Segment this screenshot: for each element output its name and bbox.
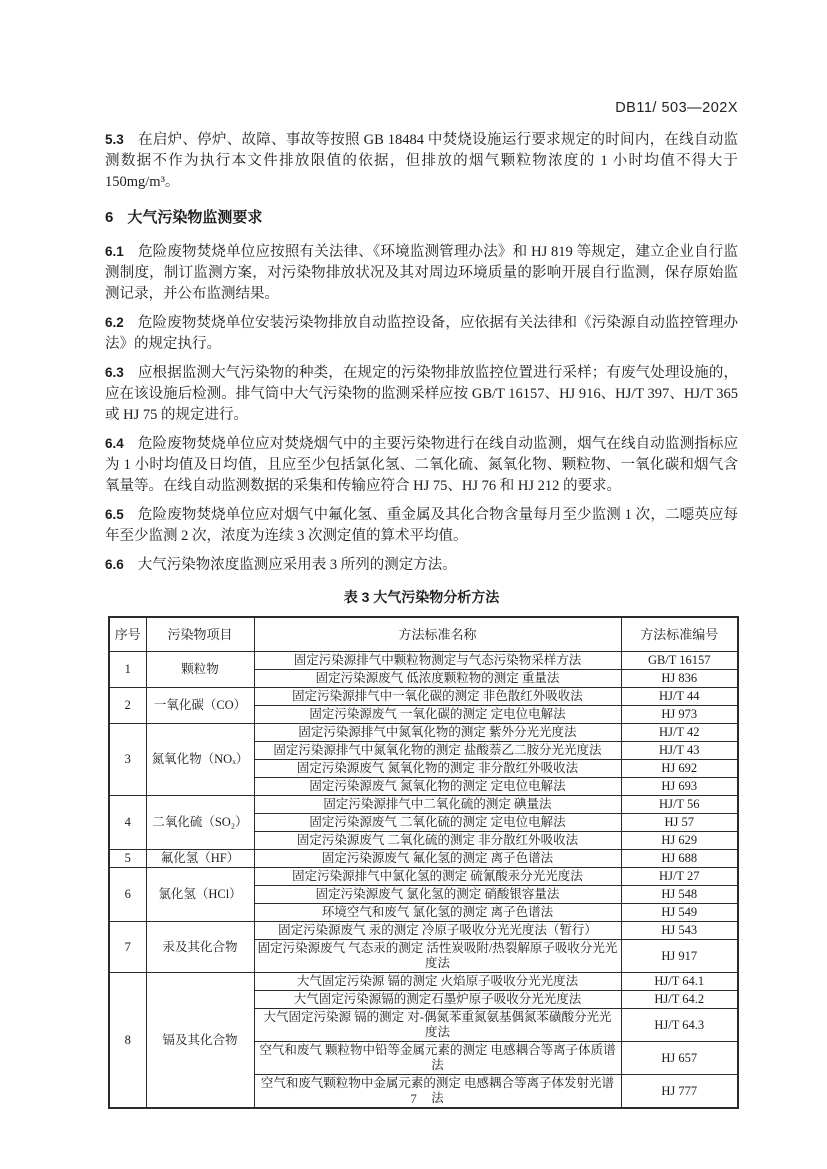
- clause-text: 危险废物焚烧单位应对焚烧烟气中的主要污染物进行在线自动监测，烟气在线自动监测指标应为 1 小时均值及日均值，且应至少包括氯化氢、二氧化硫、氮氧化物、颗粒物、一氧化碳和烟气含氧量等。在线自动监测数据的采集和传输应符合 HJ 75、HJ 76 和 HJ 212 的要求。: [105, 436, 738, 494]
- method-name-cell: 固定污染源废气 氯化氢的测定 硝酸银容量法: [254, 886, 621, 904]
- clause-number: 5.3: [105, 132, 124, 147]
- pollutant-cell: 一氧化碳（CO）: [146, 688, 254, 724]
- method-name-cell: 固定污染源废气 二氧化硫的测定 定电位电解法: [254, 814, 621, 832]
- clause-6-4: [105, 433, 738, 497]
- page-content: [105, 100, 738, 1109]
- row-number-cell: 3: [109, 724, 146, 796]
- method-name-cell: 固定污染源排气中一氧化碳的测定 非色散红外吸收法: [254, 688, 621, 706]
- method-name-cell: 环境空气和废气 氯化氢的测定 离子色谱法: [254, 904, 621, 922]
- pollutant-cell: 汞及其化合物: [146, 922, 254, 973]
- method-code-cell: HJ 688: [621, 850, 738, 868]
- standard-code-header: DB11/ 503—202X: [615, 100, 738, 116]
- table-3-title: 表 3 大气污染物分析方法: [343, 589, 500, 605]
- table-row: [109, 688, 738, 706]
- clause-5-3: [105, 129, 738, 193]
- clause-number: 6.2: [105, 315, 124, 330]
- method-name-cell: 固定污染源排气中颗粒物测定与气态污染物采样方法: [254, 652, 621, 670]
- method-code-cell: HJ/T 43: [621, 742, 738, 760]
- clause-text: 危险废物焚烧单位安装污染物排放自动监控设备，应依据有关法律和《污染源自动监控管理办法》的规定执行。: [105, 315, 738, 352]
- method-code-cell: HJ 657: [621, 1042, 738, 1075]
- method-code-cell: HJ/T 64.3: [621, 1009, 738, 1042]
- row-number-cell: 4: [109, 796, 146, 850]
- method-code-cell: HJ 543: [621, 922, 738, 940]
- method-name-cell: 固定污染源废气 一氧化碳的测定 定电位电解法: [254, 706, 621, 724]
- table-row: [109, 850, 738, 868]
- analysis-table-body: [109, 652, 738, 1109]
- pollutant-cell: 颗粒物: [146, 652, 254, 688]
- method-name-cell: 空气和废气颗粒物中金属元素的测定 电感耦合等离子体发射光谱法: [254, 1075, 621, 1109]
- method-name-cell: 空气和废气 颗粒物中铅等金属元素的测定 电感耦合等离子体质谱法: [254, 1042, 621, 1075]
- row-number-cell: 5: [109, 850, 146, 868]
- clause-text: 危险废物焚烧单位应按照有关法律、《环境监测管理办法》和 HJ 819 等规定，建立企业自行监测制度，制订监测方案，对污染物排放状况及其对周边环境质量的影响开展自行监测，保存原始监测记录，并公布监测结果。: [105, 244, 738, 302]
- pollutant-cell: 氯化氢（HCl）: [146, 868, 254, 922]
- method-name-cell: 固定污染源排气中氯化氢的测定 硫氰酸汞分光光度法: [254, 868, 621, 886]
- method-name-cell: 固定污染源废气 气态汞的测定 活性炭吸附/热裂解原子吸收分光光度法: [254, 940, 621, 973]
- table-header-row: [109, 617, 738, 652]
- method-name-cell: 固定污染源排气中二氧化硫的测定 碘量法: [254, 796, 621, 814]
- method-code-cell: GB/T 16157: [621, 652, 738, 670]
- clause-text: 大气污染物浓度监测应采用表 3 所列的测定方法。: [137, 557, 457, 573]
- method-name-cell: 固定污染源废气 氮氧化物的测定 定电位电解法: [254, 778, 621, 796]
- row-number-cell: 6: [109, 868, 146, 922]
- method-code-cell: HJ 548: [621, 886, 738, 904]
- method-code-cell: HJ/T 64.1: [621, 973, 738, 991]
- method-name-cell: 固定污染源废气 汞的测定 冷原子吸收分光光度法（暂行）: [254, 922, 621, 940]
- table-row: [109, 922, 738, 940]
- method-name-cell: 固定污染源废气 低浓度颗粒物的测定 重量法: [254, 670, 621, 688]
- analysis-methods-table: [108, 616, 739, 1109]
- method-code-cell: HJ/T 56: [621, 796, 738, 814]
- pollutant-cell: 镉及其化合物: [146, 973, 254, 1109]
- clause-6-3: [105, 362, 738, 426]
- clause-number: 6.6: [105, 557, 124, 572]
- method-code-cell: HJ 917: [621, 940, 738, 973]
- method-name-cell: 固定污染源废气 氟化氢的测定 离子色谱法: [254, 850, 621, 868]
- clause-number: 6.3: [105, 365, 124, 380]
- clause-number: 6.4: [105, 436, 124, 451]
- header-cell-method-name: 方法标准名称: [254, 617, 621, 652]
- method-code-cell: HJ/T 64.2: [621, 991, 738, 1009]
- method-code-cell: HJ 629: [621, 832, 738, 850]
- clause-6-2: [105, 312, 738, 355]
- table-row: [109, 724, 738, 742]
- clause-text: 在启炉、停炉、故障、事故等按照 GB 18484 中焚烧设施运行要求规定的时间内，在线自动监测数据不作为执行本文件排放限值的依据，但排放的烟气颗粒物浓度的 1 小时均值不得大于 150mg/m³。: [105, 132, 738, 190]
- method-code-cell: HJ 777: [621, 1075, 738, 1109]
- clause-number: 6.1: [105, 244, 124, 259]
- method-code-cell: HJ/T 27: [621, 868, 738, 886]
- method-name-cell: 固定污染源排气中氮氧化物的测定 紫外分光光度法: [254, 724, 621, 742]
- method-name-cell: 大气固定污染源 镉的测定 火焰原子吸收分光光度法: [254, 973, 621, 991]
- header-cell-index: 序号: [109, 617, 146, 652]
- section-number: 6: [105, 209, 114, 226]
- method-code-cell: HJ 57: [621, 814, 738, 832]
- method-name-cell: 固定污染源废气 氮氧化物的测定 非分散红外吸收法: [254, 760, 621, 778]
- row-number-cell: 8: [109, 973, 146, 1109]
- method-code-cell: HJ/T 42: [621, 724, 738, 742]
- section-title: 大气污染物监测要求: [127, 209, 263, 226]
- header-cell-pollutant: 污染物项目: [146, 617, 254, 652]
- page-number: 7: [410, 1091, 417, 1106]
- method-code-cell: HJ/T 44: [621, 688, 738, 706]
- clause-6-6: [105, 554, 738, 576]
- row-number-cell: 1: [109, 652, 146, 688]
- table-row: [109, 652, 738, 670]
- table-row: [109, 868, 738, 886]
- method-code-cell: HJ 836: [621, 670, 738, 688]
- pollutant-cell: 二氧化硫（SO₂）: [146, 796, 254, 850]
- method-code-cell: HJ 693: [621, 778, 738, 796]
- clause-text: 危险废物焚烧单位应对烟气中氟化氢、重金属及其化合物含量每月至少监测 1 次，二噁英应每年至少监测 2 次，浓度为连续 3 次测定值的算术平均值。: [105, 507, 738, 544]
- method-code-cell: HJ 692: [621, 760, 738, 778]
- pollutant-cell: 氮氧化物（NOₓ）: [146, 724, 254, 796]
- table-row: [109, 973, 738, 991]
- clause-6-5: [105, 504, 738, 547]
- row-number-cell: 7: [109, 922, 146, 973]
- method-code-cell: HJ 973: [621, 706, 738, 724]
- header-cell-method-code: 方法标准编号: [621, 617, 738, 652]
- method-name-cell: 大气固定污染源镉的测定石墨炉原子吸收分光光度法: [254, 991, 621, 1009]
- section-6-heading: [105, 206, 738, 227]
- row-number-cell: 2: [109, 688, 146, 724]
- method-code-cell: HJ 549: [621, 904, 738, 922]
- clause-number: 6.5: [105, 507, 124, 522]
- method-name-cell: 固定污染源废气 二氧化硫的测定 非分散红外吸收法: [254, 832, 621, 850]
- clause-6-1: [105, 241, 738, 305]
- clause-text: 应根据监测大气污染物的种类，在规定的污染物排放监控位置进行采样；有废气处理设施的，应在该设施后检测。排气筒中大气污染物的监测采样应按 GB/T 16157、HJ 916、HJ/T 397、HJ/T 365 或 HJ 75 的规定进行。: [105, 365, 738, 423]
- table-row: [109, 796, 738, 814]
- method-name-cell: 固定污染源排气中氮氧化物的测定 盐酸萘乙二胺分光光度法: [254, 742, 621, 760]
- pollutant-cell: 氟化氢（HF）: [146, 850, 254, 868]
- method-name-cell: 大气固定污染源 镉的测定 对-偶氮苯重氮氨基偶氮苯磺酸分光光度法: [254, 1009, 621, 1042]
